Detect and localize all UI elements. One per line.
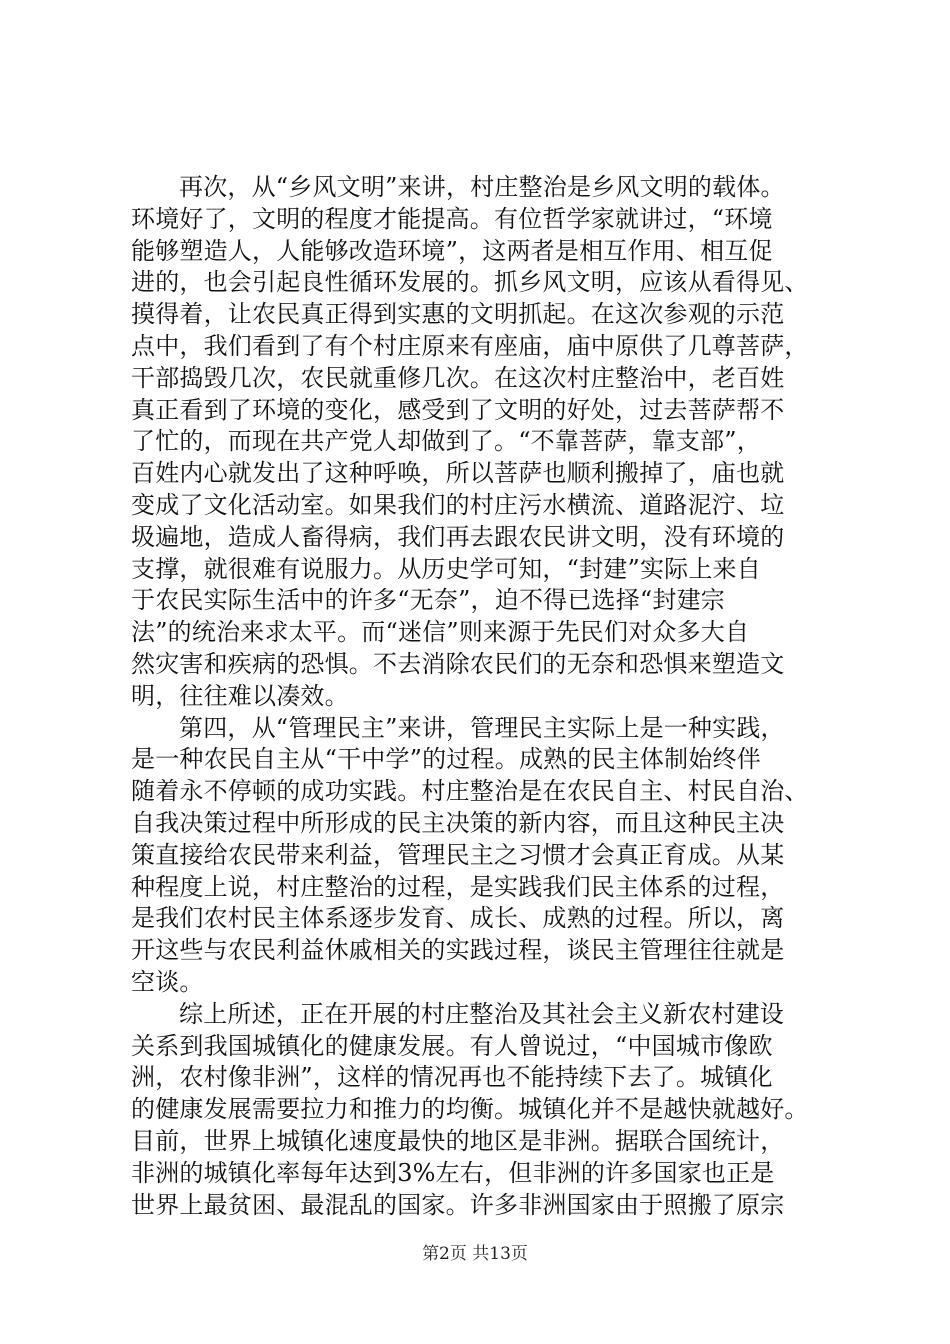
text-line: 策直接给农民带来利益，管理民主之习惯才会真正育成。从某 bbox=[131, 840, 785, 869]
text-line: 世界上最贫困、最混乱的国家。许多非洲国家由于照搬了原宗 bbox=[131, 1190, 785, 1219]
text-line: 空谈。 bbox=[131, 967, 204, 996]
text-line: 随着永不停顿的成功实践。村庄整治是在农民自主、村民自治、 bbox=[131, 777, 809, 806]
text-line: 是一种农民自主从“干中学”的过程。成熟的民主体制始终伴 bbox=[131, 745, 761, 774]
text-line: 第四，从“管理民主”来讲，管理民主实际上是一种实践， bbox=[179, 713, 785, 742]
text-line: 自我决策过程中所形成的民主决策的新内容，而且这种民主决 bbox=[131, 808, 785, 837]
text-line: 圾遍地，造成人畜得病，我们再去跟农民讲文明，没有环境的 bbox=[131, 522, 785, 551]
text-line: 明，往往难以凑效。 bbox=[131, 681, 349, 710]
text-line: 综上所述，正在开展的村庄整治及其社会主义新农村建设 bbox=[179, 999, 784, 1028]
text-line: 目前，世界上城镇化速度最快的地区是非洲。据联合国统计， bbox=[131, 1126, 785, 1155]
text-line: 摸得着，让农民真正得到实惠的文明抓起。在这次参观的示范 bbox=[131, 300, 785, 329]
text-line: 支撑，就很难有说服力。从历史学可知，“封建”实际上来自 bbox=[131, 554, 761, 583]
text-line: 真正看到了环境的变化，感受到了文明的好处，过去菩萨帮不 bbox=[131, 395, 785, 424]
text-line: 种程度上说，村庄整治的过程，是实践我们民主体系的过程， bbox=[131, 872, 785, 901]
text-line: 能够塑造人，人能够改造环境”，这两者是相互作用、相互促 bbox=[131, 236, 773, 265]
text-line: 干部捣毁几次，农民就重修几次。在这次村庄整治中，老百姓 bbox=[131, 363, 785, 392]
text-line: 是我们农村民主体系逐步发育、成长、成熟的过程。所以，离 bbox=[131, 904, 785, 933]
text-line: 进的，也会引起良性循环发展的。抓乡风文明，应该从看得见、 bbox=[131, 268, 809, 297]
text-line: 洲，农村像非洲”，这样的情况再也不能持续下去了。城镇化 bbox=[131, 1063, 773, 1092]
document-body bbox=[131, 172, 851, 1221]
text-line: 了忙的，而现在共产党人却做到了。“不靠菩萨，靠支部”， bbox=[131, 427, 761, 456]
text-line: 变成了文化活动室。如果我们的村庄污水横流、道路泥泞、垃 bbox=[131, 490, 785, 519]
text-line: 然灾害和疾病的恐惧。不去消除农民们的无奈和恐惧来塑造文 bbox=[131, 649, 785, 678]
page-footer: 第2页 共13页 bbox=[422, 1244, 528, 1264]
text-line: 关系到我国城镇化的健康发展。有人曾说过，“中国城市像欧 bbox=[131, 1031, 773, 1060]
text-line: 百姓内心就发出了这种呼唤，所以菩萨也顺利搬掉了，庙也就 bbox=[131, 459, 785, 488]
text-line: 法”的统治来求太平。而“迷信”则来源于先民们对众多大自 bbox=[131, 618, 750, 647]
text-line: 再次，从“乡风文明”来讲，村庄整治是乡风文明的载体。 bbox=[179, 173, 785, 201]
text-line: 点中，我们看到了有个村庄原来有座庙，庙中原供了几尊菩萨， bbox=[131, 331, 809, 360]
text-line: 环境好了，文明的程度才能提高。有位哲学家就讲过，“环境 bbox=[131, 204, 773, 233]
text-line: 非洲的城镇化率每年达到3%左右，但非洲的许多国家也正是 bbox=[131, 1158, 775, 1187]
text-line: 于农民实际生活中的许多“无奈”，迫不得已选择“封建宗 bbox=[131, 586, 726, 615]
text-line: 开这些与农民利益休戚相关的实践过程，谈民主管理往往就是 bbox=[131, 936, 785, 965]
text-line: 的健康发展需要拉力和推力的均衡。城镇化并不是越快就越好。 bbox=[131, 1095, 809, 1124]
